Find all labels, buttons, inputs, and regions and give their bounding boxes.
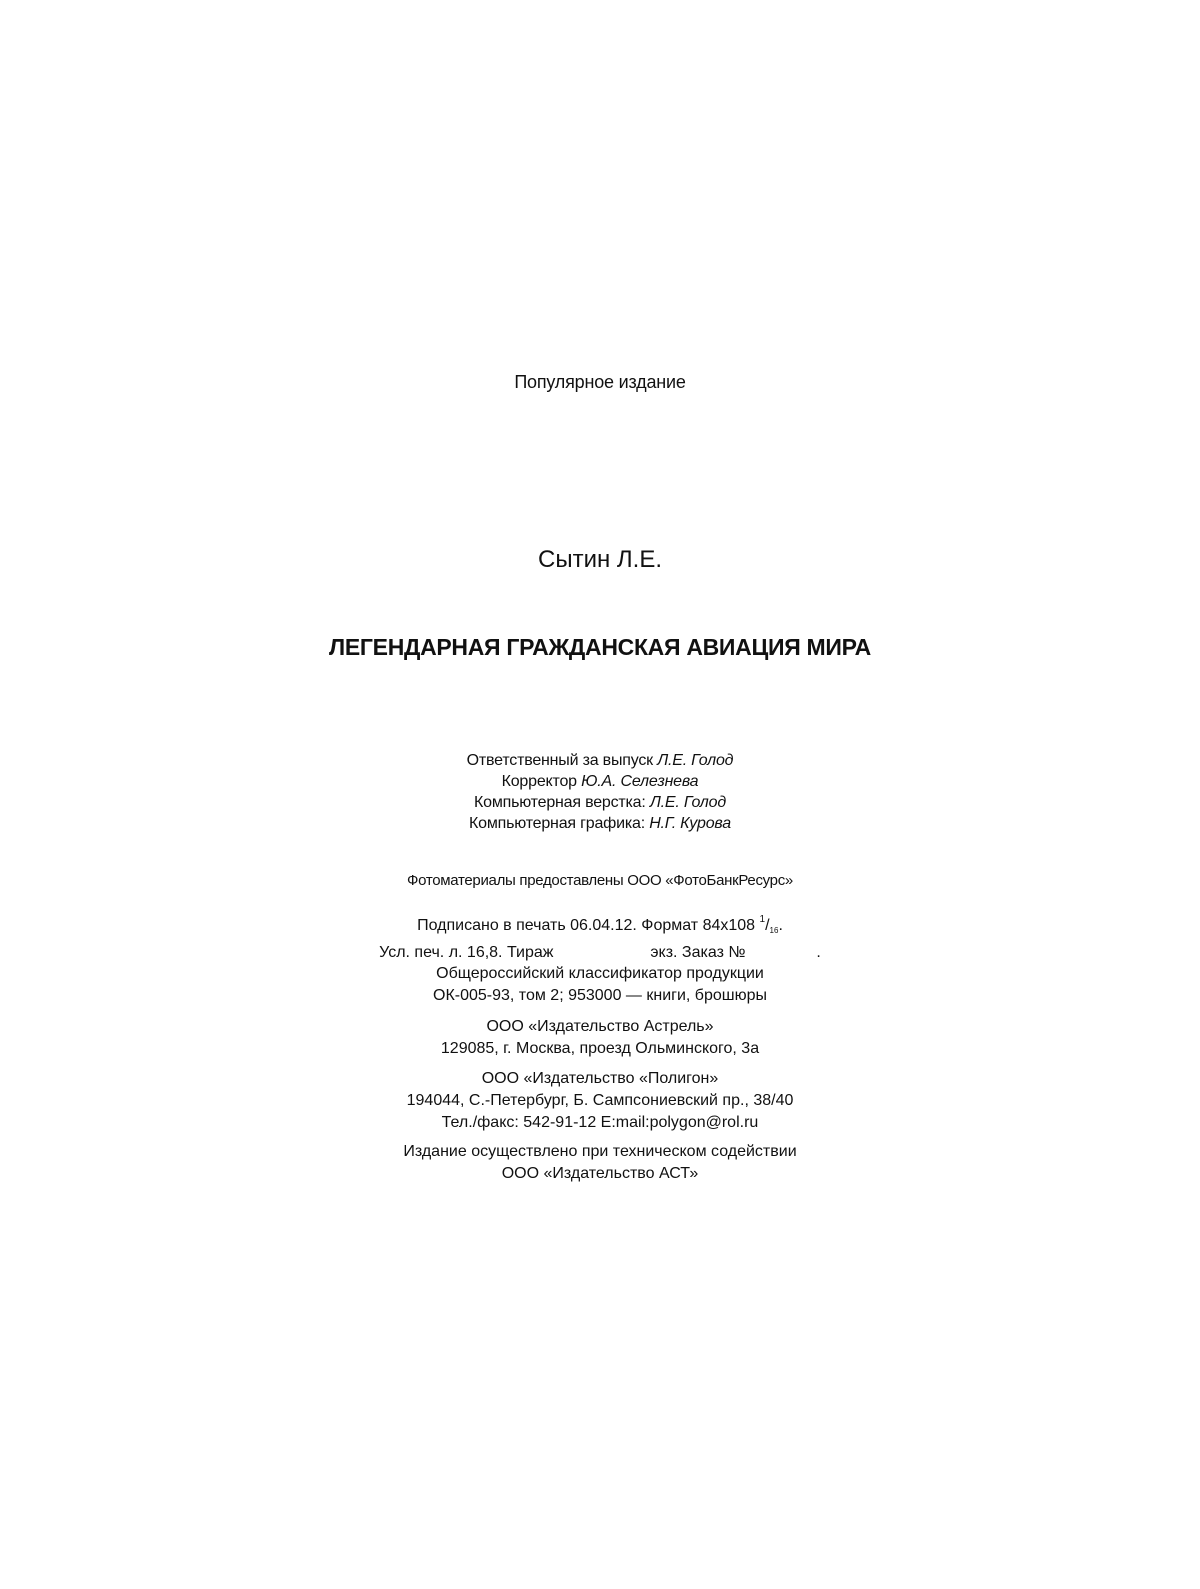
tech-support <box>0 1141 1200 1185</box>
classifier <box>0 963 1200 1007</box>
credit-person: Ю.А. Селезнева <box>581 773 699 790</box>
credits <box>0 750 1200 834</box>
author <box>0 546 1200 574</box>
print-run-line <box>0 942 1200 964</box>
author-name: Сытин Л.Е. <box>538 546 662 573</box>
tech-support-line: Издание осуществлено при техническом содействии <box>403 1143 797 1160</box>
format-numerator: 1 <box>759 914 766 925</box>
credit-line <box>0 792 1200 813</box>
format-denominator: 16 <box>769 926 779 935</box>
photo-credit <box>0 872 1200 889</box>
classifier-line: Общероссийский классификатор продукции <box>436 965 764 982</box>
credit-person: Л.Е. Голод <box>649 794 726 811</box>
photo-credit-text: Фотоматериалы предоставлены ООО «ФотоБанкРесурс» <box>407 872 793 889</box>
print-info <box>0 909 1200 964</box>
publisher-address: 129085, г. Москва, проезд Ольминского, 3а <box>440 1040 760 1057</box>
credit-person: Л.Е. Голод <box>657 752 734 769</box>
print-signed-line <box>0 909 1200 942</box>
print-signed-end: . <box>778 917 783 934</box>
credit-person: Н.Г. Курова <box>649 815 731 832</box>
edition-type <box>0 372 1200 393</box>
book-title <box>0 634 1200 661</box>
publisher-poligon <box>0 1068 1200 1134</box>
publisher-address: 194044, С.-Петербург, Б. Сампсониевский пр., 38/40 <box>406 1092 794 1109</box>
print-copies: экз. Заказ № <box>650 944 746 961</box>
credit-line <box>0 813 1200 834</box>
print-sheets: Усл. печ. л. 16,8. Тираж <box>379 944 554 961</box>
publisher-contact: Тел./факс: 542-91-12 E:mail:polygon@rol.ru <box>441 1114 759 1131</box>
print-end: . <box>816 944 821 961</box>
credit-role: Компьютерная верстка: <box>474 794 646 811</box>
credit-role: Ответственный за выпуск <box>466 752 653 769</box>
credit-role: Компьютерная графика: <box>469 815 645 832</box>
edition-type-text: Популярное издание <box>514 372 686 392</box>
credit-role: Корректор <box>501 773 577 790</box>
print-signed: Подписано в печать 06.04.12. Формат 84x108 <box>417 917 756 934</box>
book-title-text: ЛЕГЕНДАРНАЯ ГРАЖДАНСКАЯ АВИАЦИЯ МИРА <box>329 634 871 660</box>
format-slash: / <box>765 917 770 934</box>
credit-line <box>0 771 1200 792</box>
tech-support-line: ООО «Издательство АСТ» <box>501 1165 699 1182</box>
classifier-line: ОК-005-93, том 2; 953000 — книги, брошюры <box>433 987 767 1004</box>
publisher-line: ООО «Издательство «Полигон» <box>481 1070 719 1087</box>
credit-line <box>0 750 1200 771</box>
publisher-line: ООО «Издательство Астрель» <box>486 1018 714 1035</box>
publisher-astrel <box>0 1016 1200 1060</box>
